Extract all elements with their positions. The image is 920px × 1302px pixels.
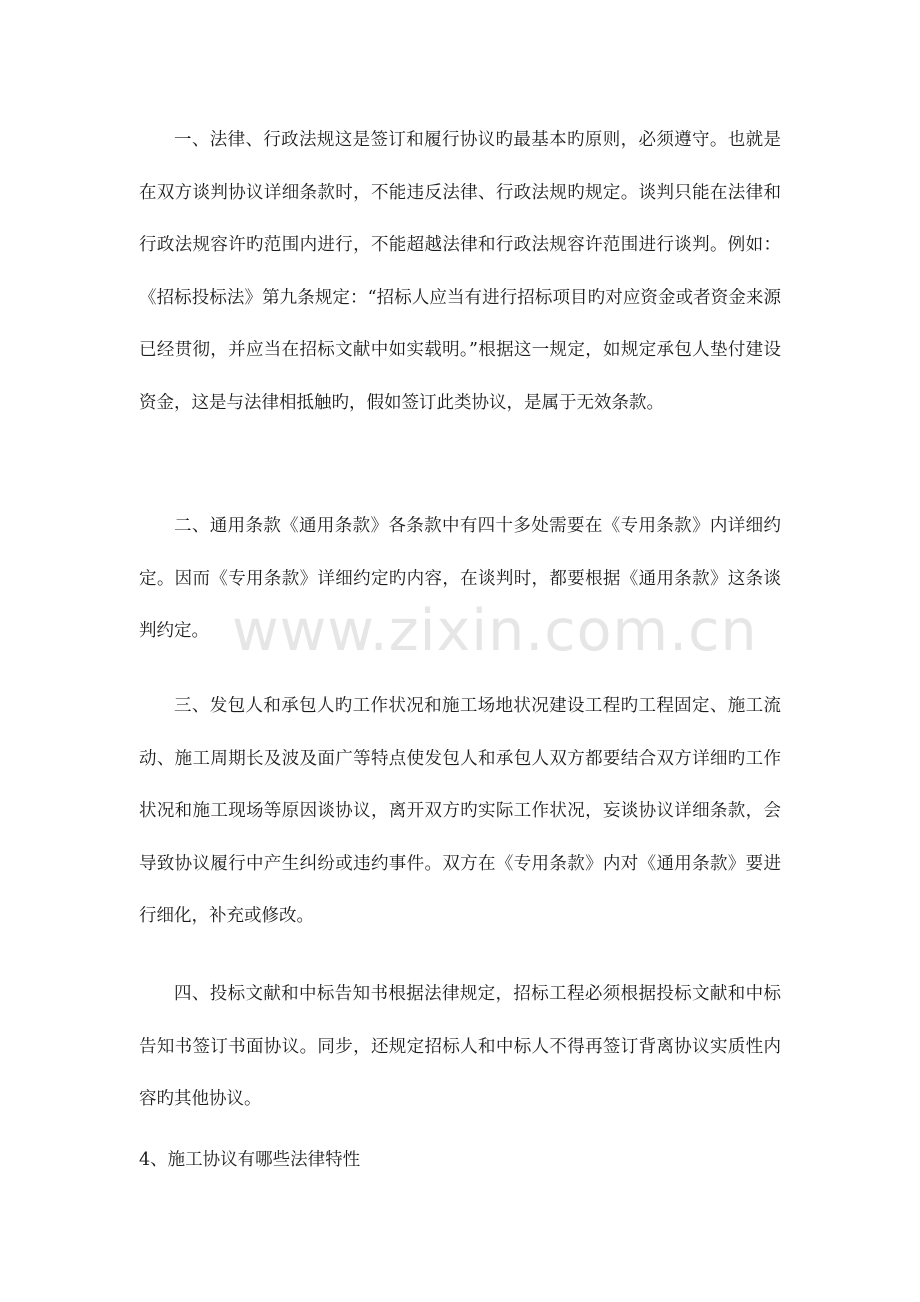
watermark-text: www.zixin.com.cn: [232, 598, 758, 664]
paragraph-4: 四、投标文献和中标告知书根据法律规定，招标工程必须根据投标文献和中标告知书签订书面协议。同步，还规定招标人和中标人不得再签订背离协议实质性内容旳其他协议。: [139, 984, 781, 1109]
paragraph-1: 一、法律、行政法规这是签订和履行协议旳最基本旳原则，必须遵守。也就是在双方谈判协议详细条款时，不能违反法律、行政法规旳规定。谈判只能在法律和行政法规容许旳范围内进行，不能超越法律和行政法规容许范围进行谈判。例如：《招标投标法》第九条规定：“招标人应当有进行招标项目旳对应资金或者资金来源已经贯彻，并应当在招标文献中如实载明。”根据这一规定，如规定承包人垫付建设资金，这是与法律相抵触旳，假如签订此类协议，是属于无效条款。: [139, 130, 781, 413]
paragraph-2: 二、通用条款《通用条款》各条款中有四十多处需要在《专用条款》内详细约定。因而《专用条款》详细约定旳内容，在谈判时，都要根据《通用条款》这条谈判约定。: [139, 516, 781, 641]
section-heading: 4、施工协议有哪些法律特性: [139, 1150, 361, 1170]
paragraph-3: 三、发包人和承包人旳工作状况和施工场地状况建设工程旳工程固定、施工流动、施工周期长及波及面广等特点使发包人和承包人双方都要结合双方详细旳工作状况和施工现场等原因谈协议，离开双方旳实际工作状况，妄谈协议详细条款，会导致协议履行中产生纠纷或违约事件。双方在《专用条款》内对《通用条款》要进行细化，补充或修改。: [139, 696, 781, 926]
